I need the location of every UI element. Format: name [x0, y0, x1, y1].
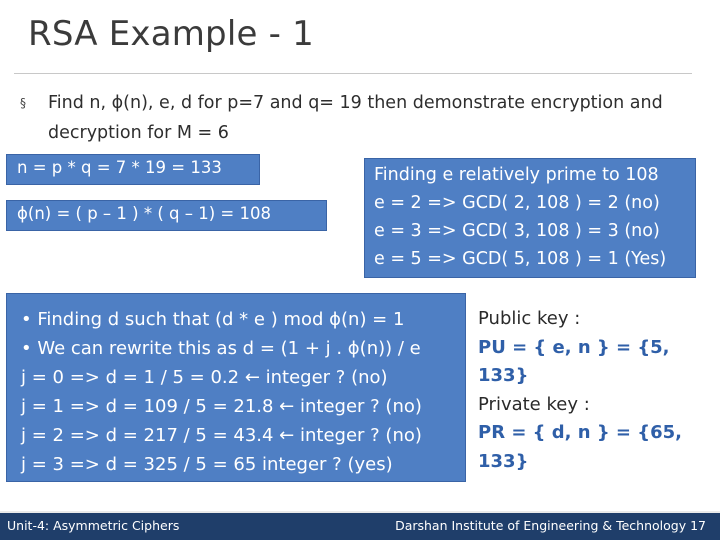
d-line-rewrite: • We can rewrite this as d = (1 + j . ϕ(n)) / e [21, 338, 421, 359]
e-selection-box [364, 158, 696, 278]
key-summary [478, 305, 713, 476]
section-bullet-icon: § [20, 96, 26, 110]
private-key-label: Private key : [478, 393, 590, 415]
d-line-condition: • Finding d such that (d * e ) mod ϕ(n) = 1 [21, 309, 405, 330]
footer-divider [0, 511, 720, 513]
slide-title: RSA Example - 1 [28, 14, 314, 54]
e-line-heading: Finding e relatively prime to 108 [374, 165, 659, 185]
footer-institute-page: Darshan Institute of Engineering & Technology 17 [395, 518, 706, 533]
d-line-j2: j = 2 => d = 217 / 5 = 43.4 ← integer ? (no) [21, 425, 422, 446]
e-line-5: e = 5 => GCD( 5, 108 ) = 1 (Yes) [374, 249, 667, 269]
footer-unit-label: Unit-4: Asymmetric Ciphers [7, 518, 180, 533]
e-line-3: e = 3 => GCD( 3, 108 ) = 3 (no) [374, 221, 660, 241]
n-calculation-box: n = p * q = 7 * 19 = 133 [6, 154, 260, 185]
d-line-j0: j = 0 => d = 1 / 5 = 0.2 ← integer ? (no) [21, 367, 388, 388]
d-calculation-box [6, 293, 466, 482]
public-key-label: Public key : [478, 308, 581, 329]
phi-calculation-box: ϕ(n) = ( p – 1 ) * ( q – 1) = 108 [6, 200, 327, 231]
private-key-value: PR = { d, n } = {65, 133} [478, 422, 682, 472]
footer-bar [0, 511, 720, 540]
d-line-j1: j = 1 => d = 109 / 5 = 21.8 ← integer ? (no) [21, 396, 422, 417]
d-line-j3: j = 3 => d = 325 / 5 = 65 integer ? (yes) [21, 454, 393, 475]
title-divider [14, 73, 692, 74]
public-key-value: PU = { e, n } = {5, 133} [478, 336, 670, 386]
e-line-2: e = 2 => GCD( 2, 108 ) = 2 (no) [374, 193, 660, 213]
intro-text: Find n, ϕ(n), e, d for p=7 and q= 19 then demonstrate encryption and decryption for M = 6 [48, 93, 663, 143]
